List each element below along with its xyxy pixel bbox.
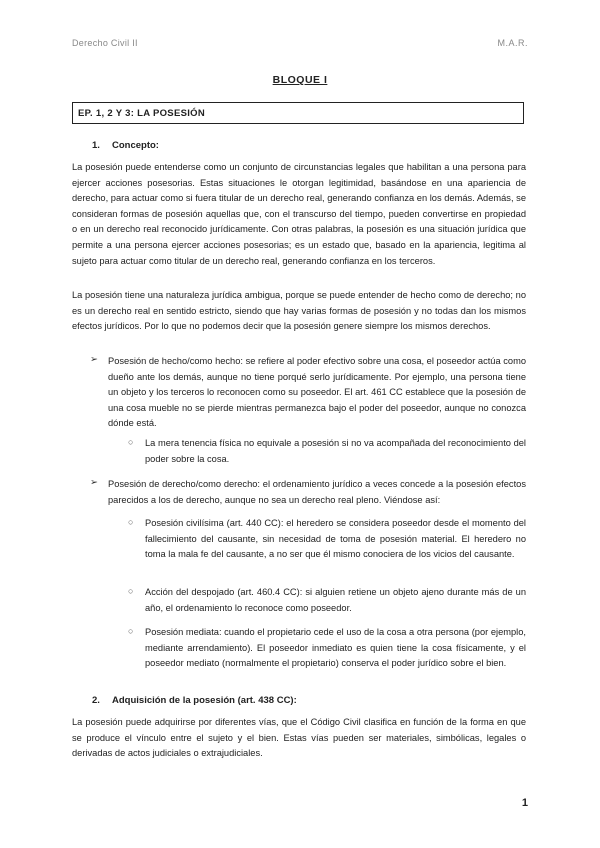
topic-title: EP. 1, 2 Y 3: LA POSESIÓN [78,108,206,119]
sub-bullet-posesion-mediata: Posesión mediata: cuando el propietario cede el uso de la cosa a otra persona (por ejemplo, mediante arrendamiento). El poseedor inmediato es quien tiene la cosa físicamente, y el poseedor mediato (normalmente el propietario) conserva el poder jurídico sobre el bien. [145,627,526,669]
section-2-heading [92,695,297,706]
section-1-number: 1. [92,140,100,151]
page-number: 1 [521,797,528,809]
sub-bullet-circle-icon: ○ [128,437,134,447]
section-1-paragraph-2: La posesión tiene una naturaleza jurídica ambigua, porque se puede entender de hecho como de derecho; no es un derecho real en sentido estricto, siendo que hay varias formas de posesión y no todas dan los mismos efectos jurídicos. Por lo que no podemos decir que la posesión genere siempre los mismos derechos. [72,290,526,332]
section-2-number: 2. [92,695,100,706]
sub-bullet-circle-icon: ○ [128,517,134,527]
section-2-title: Adquisición de la posesión (art. 438 CC): [112,695,297,706]
sub-bullet-accion-del-despojado: Acción del despojado (art. 460.4 CC): si alguien retiene un objeto ajeno durante más de un año, el ordenamiento lo reconoce como poseedor. [145,587,526,613]
bullet-posesion-de-derecho: Posesión de derecho/como derecho: el ordenamiento jurídico a veces concede a la posesión efectos parecidos a los de derecho, aunque no sea un derecho real pleno. Viéndose así: [108,479,526,505]
bullet-arrow-icon: ➢ [90,354,98,365]
topic-box [72,102,524,124]
section-1-paragraph-1: La posesión puede entenderse como un conjunto de circunstancias legales que habilitan a una persona para ejercer acciones posesorias. Estas situaciones le otorgan legitimidad, basándose en una apariencia de derecho, para actuar como si fuera titular de un derecho real, generando confianza en los demás. Además, se consideran formas de posesión aquellas que, con el transcurso del tiempo, pueden convertirse en propiedad o en un derecho real reconocido jurídicamente. Con otras palabras, la posesión es una situación jurídica que permite a una persona ejercer acciones posesorias; es un estado que, basado en la apariencia, legitima al sujeto para actuar como titular de un derecho real, generando confianza en los terceros. [72,162,526,266]
sub-bullet-circle-icon: ○ [128,626,134,636]
section-2-paragraph-1: La posesión puede adquirirse por diferentes vías, que el Código Civil clasifica en función de la forma en que se produce el vínculo entre el sujeto y el bien. Estas vías pueden ser materiales, simbólicas, legales o derivadas de actos judiciales o extrajudiciales. [72,717,526,759]
section-1-title: Concepto: [112,140,159,151]
section-1-heading [92,140,159,151]
header-course-title: Derecho Civil II [72,38,138,48]
page-title: BLOQUE I [272,74,328,86]
sub-bullet-posesion-civilisima: Posesión civilísima (art. 440 CC): el heredero se considera poseedor desde el momento del fallecimiento del causante, sin necesidad de toma de posesión material. El heredero no toma la mala fe del causante, a no ser que él mismo conociera de los vicios del causante. [145,518,526,560]
bullet-arrow-icon: ➢ [90,477,98,488]
header-author-initials: M.A.R. [497,38,528,48]
sub-bullet-mera-tenencia: La mera tenencia física no equivale a posesión si no va acompañada del reconocimiento del poder sobre la cosa. [145,438,526,464]
bullet-posesion-de-hecho: Posesión de hecho/como hecho: se refiere al poder efectivo sobre una cosa, el poseedor actúa como dueño ante los demás, aunque no tiene porqué serlo jurídicamente. Por ejemplo, una persona tiene un objeto y los terceros lo reconocen como su poseedor. El art. 461 CC establece que la posesión de una cosa mueble no se pierde mientras permanezca bajo el poder del poseedor, aunque no conozca dónde está. [108,356,526,429]
sub-bullet-circle-icon: ○ [128,586,134,596]
